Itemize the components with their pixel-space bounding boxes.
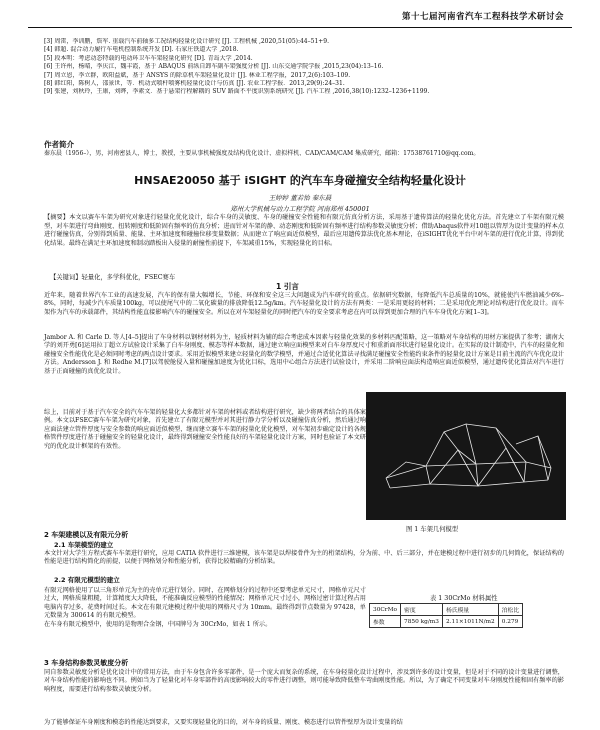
author-bio-heading: 作者简介 xyxy=(44,140,74,149)
table-cell: 2.11×1011N/m2 xyxy=(442,616,498,628)
body-paragraph xyxy=(44,587,366,629)
subsection-heading-model: 2.1 车架模型的建立 xyxy=(54,541,114,549)
frame-geometry-image xyxy=(366,392,566,520)
reference-item: [5] 段本明：考虑动态特载的电动环卫车车架轻量化研究 [D]. 青岛大学 ,2014. xyxy=(44,54,253,62)
table-cell: 7850 kg/m3 xyxy=(401,616,443,628)
reference-item: [9] 张建，刘秋玲，王康，刘晔，李素文．基于悬架行程解耦的 SUV 路面不平度识别系统研究 [J]. 汽车工程 ,2016,38(10):1232–1236+1199. xyxy=(44,88,430,96)
reference-item: [7] 周立恩，李立群，欧阳益斌，基于 ANSYS 的除草机车架轻量化设计 [J]. 林业工程学报，2017,2(6):103–109. xyxy=(44,71,351,79)
header-rule xyxy=(28,27,572,28)
table-header-cell: 30CrMo xyxy=(370,604,401,616)
body-paragraph: 为了能够保证车身刚度和模态的性能达到要求，又要实现轻量化的目的，对车身的质量、刚度、模态进行以管件壁厚为设计变量的结 xyxy=(44,719,403,726)
subsection-heading-fem: 2.2 有限元模型的建立 xyxy=(54,576,120,584)
section-heading-modeling: 2 车架建模以及有限元分析 xyxy=(44,531,129,539)
reference-item: [8] 韩红阳，陈树人，邵景世，等．机动式喷杆喷雾机轻量化设计与仿真 [J]. 农业工程学报．2013,29(9):24–31. xyxy=(44,80,345,88)
table-caption: 表 1 30CrMo 材料属性 xyxy=(430,595,498,602)
abstract: 【摘要】本文以赛车车架为研究对象进行轻量化优化设计，综合车身的灵敏度、车身的碰撞安全性能和有限元仿真分析方法，采用基于遗传算法的轻量化优化方法。首先建立了车架有限元模型，对车架进行弯曲刚度、扭转刚度和低阶固有频率的仿真分析；进而针对车架的静、动态刚度和低阶固有频率进行结构参数灵敏度分析；借助Abaqus软件对10组以管厚为设计变量的样本点进行碰撞仿真，分别得到质量、能量、主环加速度和碰撞位移变量数据；从而建立了响应面近似模型，最后应用遗传算法优化基本理论，在iSIGHT优化平台中对车架的进行优化计算，得到优化结果。最终在满足主环加速度和制动踏板出入侵量的耐撞性前提下，车架减重15%，实现轻量化的目标。 xyxy=(44,214,564,247)
paper-authors: 王婷婷 董若怡 秦东晨 xyxy=(268,194,332,202)
body-paragraph: 综上，目前对于基于汽车安全的汽车车架的轻量化大多都针对车架的材料或者结构进行研究，缺少将两者结合的具体案例。本文以FSEC赛车车架为研究对象，首先建立了有限元模型并对其进行静力学分析以及碰撞仿真分析，然后通过响应面法建立管件厚度与安全参数的响应面近似模型，继而建立赛车车架的轻量化优化模型，对车架初步确定设计的各规格管件厚度进行基于碰撞安全的轻量化设计，最终得到碰撞安全性能良好的车架轻量化设计方案，同时也验证了本文研究的优化设计框架的有效性。 xyxy=(44,409,366,450)
body-paragraph: Jambor A. 和 Carle D. 等人[4–5]提出了车身材料以钢材材料为主，轻质材料为辅的综合考虑成本因素与轻量化效果的多材料匹配策略，这一策略对车身结构的用材方案提供了参考；湖南大学的刘开勇[6]运用拉丁超立方试验设计采集了白车身刚度、模态等样本数据，通过建立响应面模型来对白车身厚度尺寸和重新面形状进行轻量化设计。在实际的设计制造中，汽车的轻量化和碰撞安全性能优化是必须同时考虑的两点设计要求。采用近似模型来建立轻量化的数学模型，并通过合适优化算法寻找满足碰撞安全性能约束条件的轻量化设计方案是目前主流的汽车优化设计方法。Andersson J. 和 Redhe M.[7]以驾驶舱侵入量和碰撞加速度为优化目标，选用中心组合方法进行试验设计，并采用二阶响应面法构造响应面近似模型，通过遗传优化算法对汽车进行基于正面碰撞的真优化设计。 xyxy=(44,334,564,375)
section-heading-sensitivity: 3 车身结构参数灵敏度分析 xyxy=(44,659,129,667)
material-table xyxy=(369,603,523,628)
keywords: 【关键词】轻量化，多学科优化，FSEC赛车 xyxy=(50,274,176,281)
table-header-cell: 密度 xyxy=(401,604,443,616)
reference-item: [6] 王许州，杨晴，李庆江，魏丰霞，基于 ABAQUS 前纵自卸车副车架强度分析 [J]. 山东交通学院学报 ,2015,23(04):13–16. xyxy=(44,63,384,71)
paper-title: HNSAE20050 基于 iSIGHT 的汽车车身碰撞安全结构轻量化设计 xyxy=(134,174,466,187)
table-row xyxy=(370,616,523,628)
body-paragraph: 本文针对大学生方程式赛车车架进行研究，应用 CATIA 软件进行三维建模，该车架是以焊接骨件为主的桁架结构，分为前、中、后三部分，并在建模过程中进行初步的几何简化，保证结构的性能是进行结构简化的前提，以便于网格划分和性能分析，获得比较精确的分析结果。 xyxy=(44,550,564,566)
reference-list xyxy=(44,38,564,97)
fem-paragraph-text: 有限元网格使用了以三角形单元为主的壳单元进行划分。同时，在网格划分的过程中还要考虑单元尺寸，网格单元尺寸过大，网格质量粗糙，计算精度大大降低，不能准确反应模型的性能情况；网格单元尺寸过小，网格过密计算过程占用电脑内存过多，花费时间过长。本文在有限元建模过程中使用的网格尺寸为 10mm。最终得到节点数量为 97428，单元数量为 300614 的有限元模型。 xyxy=(44,587,366,620)
paper-affiliation: 郑州大学机械与动力工程学院 河南郑州 450001 xyxy=(230,205,370,213)
reference-item: [4] 韩超. 混合动力履行车电机控制系统开发 [D]. 石家庄铁道大学 ,2018. xyxy=(44,46,239,54)
table-cell: 参数 xyxy=(370,616,401,628)
author-bio-text: 秦东晨（1956–），男，河南密县人，博士，教授，主要从事机械强度及结构优化设计、虚拟样机、CAD/CAM/CAM 集成研究，邮箱：17538761710@qq.com。 xyxy=(44,150,480,157)
figure-frame-model xyxy=(366,392,566,520)
table-header-cell: 泊松比 xyxy=(498,604,522,616)
section-heading-intro: 1 引言 xyxy=(276,282,299,291)
body-paragraph: 近年来，随着世界汽车工业的高速发展，汽车的保有量大幅增长，节能、环保和安全这三大问题成为汽车研究的重点。依据研究数据，每降低汽车总质量的10%，就能使汽车燃油减少6%–8%，同时，每减少汽车质量100kg，可以使尾气中的二氧化碳量的排放降低12.5g/km。汽车轻量化设计的方法有两类：一是采用更轻的材料；二是采用优化理论对结构进行优化设计。而车架作为汽车的承载部件，其结构性能直接影响汽车的碰撞安全。所以在对车架轻量化的同时把汽车的安全要求考虑在内可以得到更加合理的汽车车身优化方案[1–3]。 xyxy=(44,292,564,316)
running-header: 第十七届河南省汽车工程科技学术研讨会 xyxy=(401,12,564,22)
table-header-cell: 杨氏模量 xyxy=(442,604,498,616)
body-paragraph: 同自参数灵敏度分析是优化设计中的常用方法，由于车身包含许多零部件，是一个庞大而复杂的系统，在车身轻量化设计过程中，涉及到许多的设计变量，但是对于不同的设计变量进行调整，对车身结构性能的影响也不同。例如当为了轻量化对车身零部件的高度影响较大的零件进行调整，则可能导致降低整车弯曲刚度性能。所以，为了确定不同变量对车身刚度性能和固有频率的影响程度，需要进行结构参数灵敏度分析。 xyxy=(44,669,564,693)
reference-item: [3] 周雷，李训鹏，詹军. 重载汽车前轴多工况结构轻量化设计研究 [J]. 工程机械 ,2020,51(05):44–51+9. xyxy=(44,38,330,45)
table-header-row xyxy=(370,604,523,616)
table-cell: 0.279 xyxy=(498,616,522,628)
material-paragraph-text: 在车身有限元模型中，使用的是物理合金钢，中国牌号为 30CrMo，如表 1 所示。 xyxy=(44,620,272,628)
figure-caption: 图 1 车架几何模型 xyxy=(406,526,459,533)
